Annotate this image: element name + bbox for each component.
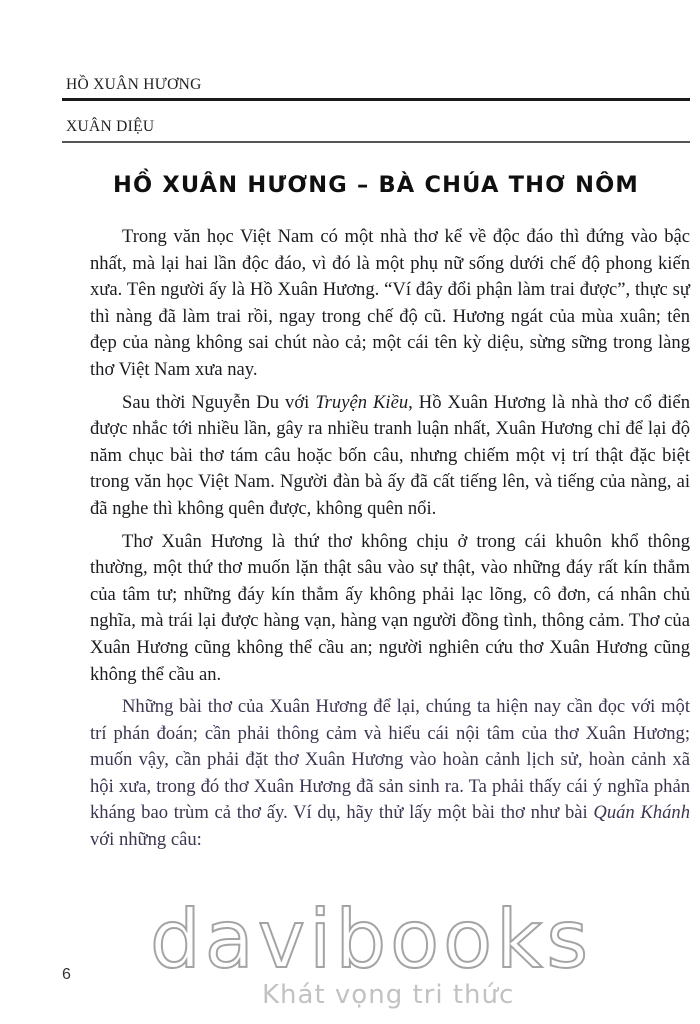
chapter-author: XUÂN DIỆU [66, 118, 155, 135]
paragraph-4-text-after: với những câu: [90, 829, 202, 851]
paragraph-4-text-before: Những bài thơ của Xuân Hương để lại, chúng ta hiện nay cần đọc với một trí phán đoán; cần phải thông cảm và hiểu cái nội tâm của thơ Xuân Hương; muốn vậy, cần phải đặt thơ Xuân Hương vào hoàn cảnh lịch sử, hoàn cảnh xã hội xưa, trong đó thơ Xuân Hương đã sản sinh ra. Ta phải thấy cái ý nghĩa phản kháng bao trùm cả thơ ấy. Ví dụ, hãy thử lấy một bài thơ như bài [90, 696, 690, 824]
page-number: 6 [62, 966, 71, 983]
article-title: HỒ XUÂN HƯƠNG – BÀ CHÚA THƠ NÔM [112, 172, 640, 198]
running-head-title: HỒ XUÂN HƯƠNG [66, 76, 202, 93]
header-rule-thick [62, 98, 690, 101]
paragraph-2-work-title: Truyện Kiều, [315, 391, 413, 413]
watermark-brand: davibooks [150, 893, 593, 986]
paragraph-2 [90, 390, 690, 523]
paragraph-2-text-before: Sau thời Nguyễn Du với [122, 391, 316, 413]
paragraph-1: Trong văn học Việt Nam có một nhà thơ kể về độc đáo thì đứng vào bậc nhất, mà lại hai lần độc đáo, vì đó là một phụ nữ sống dưới chế độ phong kiến xưa. Tên người ấy là Hồ Xuân Hương. “Ví đây đổi phận làm trai được”, thực sự thì nàng đã làm trai rồi, ngay trong chế độ cũ. Hương ngát của mùa xuân; tên đẹp của nàng không sai chút nào cả; một cái tên kỳ diệu, sừng sững trong làng thơ Việt Nam xưa nay. [90, 226, 690, 380]
paragraph-4 [90, 694, 690, 854]
paragraph-2-text-after: Hồ Xuân Hương là nhà thơ cổ điển được nhắc tới nhiều lần, gây ra nhiều tranh luận nhất, Xuân Hương chỉ để lại độ năm chục bài thơ tám câu hoặc bốn câu, nhưng chiếm một vị trí thật đặc biệt trong văn học Việt Nam. Người đàn bà ấy đã cất tiếng lên, và tiếng của nàng, ai đã nghe thì không quên được, không quên nổi. [90, 391, 690, 519]
paragraph-3: Thơ Xuân Hương là thứ thơ không chịu ở trong cái khuôn khổ thông thường, một thứ thơ muốn lặn thật sâu vào sự thật, vào những đáy rất kín thẳm của tâm tư; những đáy kín thẳm ấy không phải lạc lõng, cô đơn, cá nhân chủ nghĩa, mà trái lại được hàng vạn, hàng vạn người đồng tình, thông cảm. Thơ của Xuân Hương cũng không thể cầu an; người nghiên cứu thơ Xuân Hương cũng không thể cầu an. [90, 530, 690, 685]
article-body [90, 224, 690, 860]
header-rule-thin [62, 141, 690, 143]
watermark-tagline: Khát vọng tri thức [262, 980, 515, 1010]
paragraph-4-work-title: Quán Khánh [593, 802, 691, 824]
